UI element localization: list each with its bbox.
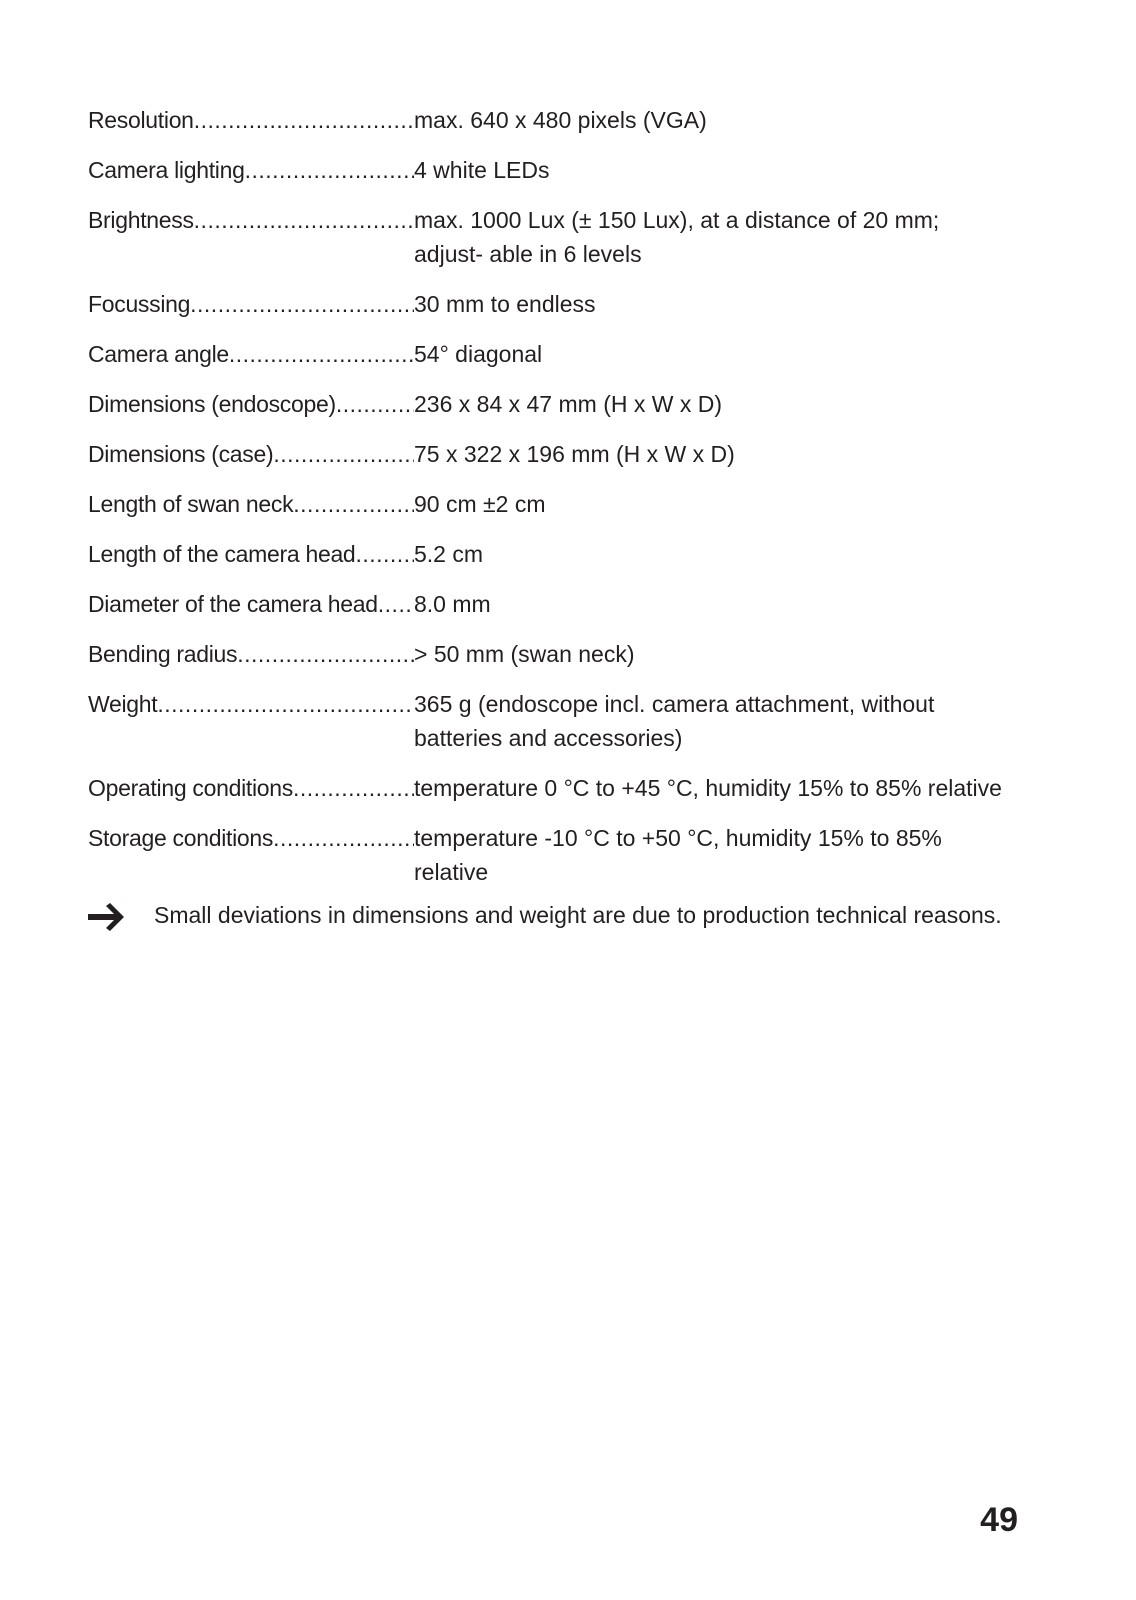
spec-value: > 50 mm (swan neck)	[414, 641, 635, 667]
spec-label: Storage conditions	[88, 825, 274, 851]
spec-label: Resolution	[88, 107, 194, 133]
specification-list	[88, 103, 1008, 905]
spec-value: 54° diagonal	[414, 341, 543, 367]
spec-value: temperature 0 °C to +45 °C, humidity 15% to 85% relative	[414, 775, 1002, 801]
spec-row-bending-radius	[88, 637, 1008, 671]
spec-label: Length of the camera head	[88, 541, 356, 567]
dot-leader	[293, 771, 414, 805]
spec-row-length-swan-neck	[88, 487, 1008, 521]
dot-leader	[194, 103, 414, 137]
spec-label: Diameter of the camera head	[88, 591, 378, 617]
dot-leader	[273, 437, 414, 471]
spec-row-weight	[88, 687, 1008, 755]
spec-row-operating-conditions	[88, 771, 1008, 805]
spec-row-length-camera-head	[88, 537, 1008, 571]
spec-value: 5.2 cm	[414, 541, 484, 567]
spec-row-dimensions-case	[88, 437, 1008, 471]
arrow-right-icon	[88, 898, 154, 932]
spec-row-storage-conditions	[88, 821, 1008, 889]
spec-value: 8.0 mm	[414, 591, 491, 617]
spec-label: Brightness	[88, 207, 194, 233]
dot-leader	[378, 587, 414, 621]
spec-value: 236 x 84 x 47 mm (H x W x D)	[414, 391, 723, 417]
spec-row-focussing	[88, 287, 1008, 321]
spec-label: Camera angle	[88, 341, 229, 367]
spec-label: Operating conditions	[88, 775, 293, 801]
spec-value: max. 640 x 480 pixels (VGA)	[414, 107, 707, 133]
note	[88, 898, 1048, 932]
note-text: Small deviations in dimensions and weight are due to production technical reasons.	[154, 902, 1002, 928]
dot-leader	[194, 203, 414, 237]
spec-label: Camera lighting	[88, 157, 245, 183]
spec-row-camera-angle	[88, 337, 1008, 371]
dot-leader	[293, 487, 414, 521]
spec-value: 30 mm to endless	[414, 291, 596, 317]
spec-label: Bending radius	[88, 641, 238, 667]
dot-leader	[245, 153, 414, 187]
spec-label: Dimensions (endoscope)	[88, 391, 336, 417]
dot-leader	[355, 537, 414, 571]
dot-leader	[229, 337, 414, 371]
spec-label: Dimensions (case)	[88, 441, 274, 467]
spec-label: Length of swan neck	[88, 491, 294, 517]
spec-row-camera-lighting	[88, 153, 1008, 187]
spec-value: 90 cm ±2 cm	[414, 491, 546, 517]
spec-label: Focussing	[88, 291, 191, 317]
spec-value: 75 x 322 x 196 mm (H x W x D)	[414, 441, 735, 467]
spec-row-resolution	[88, 103, 1008, 137]
spec-row-brightness	[88, 203, 1008, 271]
dot-leader	[336, 387, 414, 421]
dot-leader	[237, 637, 414, 671]
spec-label: Weight	[88, 691, 158, 717]
page-number: 49	[980, 1501, 1018, 1539]
dot-leader	[157, 687, 414, 721]
spec-value: 4 white LEDs	[414, 157, 550, 183]
spec-row-diameter-camera-head	[88, 587, 1008, 621]
spec-value: 365 g (endoscope incl. camera attachment, without batteries and accessories)	[414, 691, 935, 751]
dot-leader	[273, 821, 414, 855]
spec-row-dimensions-endoscope	[88, 387, 1008, 421]
spec-value: temperature -10 °C to +50 °C, humidity 15% to 85% relative	[414, 825, 942, 885]
dot-leader	[190, 287, 414, 321]
spec-value: max. 1000 Lux (± 150 Lux), at a distance of 20 mm; adjust- able in 6 levels	[414, 207, 940, 267]
